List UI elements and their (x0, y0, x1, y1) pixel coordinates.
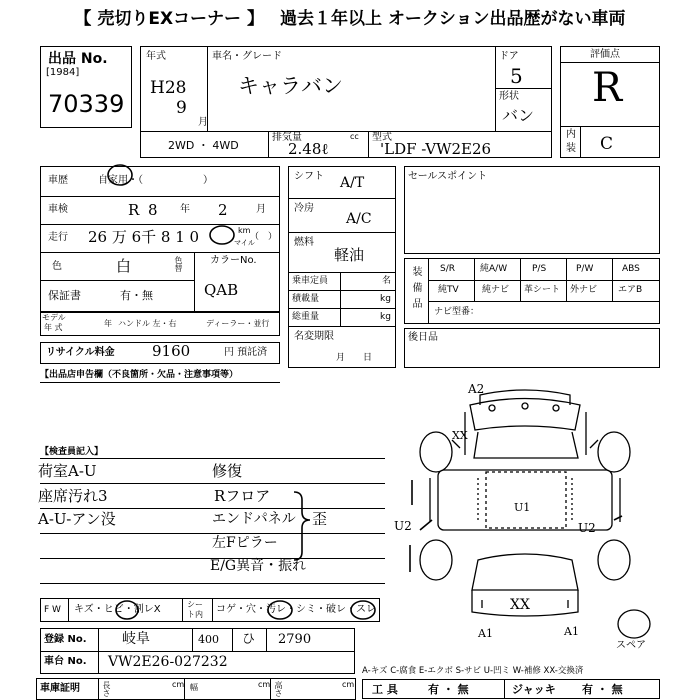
dealer-field: ディーラー・並行 (206, 319, 270, 328)
ac-label: 冷房 (294, 203, 314, 214)
regchange-unit: 月日 (336, 353, 391, 363)
mark-xx-top: XX (452, 429, 468, 442)
mileage-unit-km: km (238, 226, 251, 235)
windshield (474, 432, 578, 458)
mark-right-pointer (614, 516, 622, 520)
cert-width-label: 幅 (190, 683, 198, 692)
doors-label: ドア (499, 51, 519, 62)
chassis-label: 車台 No. (44, 656, 87, 667)
reg-label: 登録 No. (44, 634, 87, 645)
cert-height-label: 高さ (274, 681, 283, 697)
mark-u2-left: U2 (394, 519, 412, 533)
model-year-label-2: 年 式 (44, 323, 63, 332)
vehicle-name: キャラバン (238, 74, 343, 98)
mileage-value: 26 万 6千 8 1 0 (88, 228, 200, 246)
model-label: 型式 (372, 132, 392, 143)
equipment-aw: 純A/W (480, 264, 508, 274)
load-unit: kg (380, 294, 391, 304)
lot-label: 出品 No. (48, 51, 108, 67)
cert-length-label: 長さ (102, 681, 111, 697)
notes-bracket (294, 492, 310, 560)
bracket-note: 歪 (312, 510, 328, 528)
inspection-year-unit: 年 (180, 204, 190, 215)
wheel-front-right (598, 432, 630, 472)
banner-right: 過去１年以上 オークション出品歴がない車両 (279, 8, 626, 29)
history-value: 自家用・（ ） (98, 175, 213, 186)
navi-model-label: ナビ型番： (434, 307, 480, 317)
history-circle (108, 165, 132, 185)
year-label: 年式 (146, 51, 166, 62)
interior-value: C (600, 134, 614, 154)
seat-sure-circle (351, 601, 375, 619)
mirrors (452, 440, 598, 448)
inspector-note-2: 座席汚れ3 (38, 487, 108, 505)
seat-label-1: シー (187, 600, 203, 609)
color-no-label: カラーNo. (210, 255, 257, 266)
inspector-note-8: E/G異音・振れ (210, 558, 307, 574)
recycle-label: リサイクル料金 (46, 347, 115, 358)
year-month: 9 (176, 98, 187, 118)
equipment-ext-navi: 外ナビ (570, 285, 598, 295)
mark-a1-right: A1 (564, 625, 579, 638)
seat-items: コゲ・穴・汚レ・シミ・破レ・スレ (216, 604, 376, 615)
inspection-era: R (128, 201, 140, 219)
cert-length-cm: cm (172, 680, 185, 689)
banner-left: 【 売切りEXコーナー 】 (74, 8, 264, 29)
cert-height-cm: cm (342, 680, 355, 689)
fuel-label: 燃料 (294, 237, 314, 248)
equipment-abs: ABS (622, 264, 640, 274)
shift-label: シフト (294, 171, 324, 182)
mileage-label: 走行 (48, 232, 68, 243)
spare-label: スペア (616, 640, 646, 651)
fw-label: F W (44, 605, 61, 615)
mileage-circle (210, 226, 234, 244)
reg-number: 2790 (278, 632, 312, 647)
mileage-paren: （ ） (250, 232, 278, 242)
color-no-value: QAB (204, 281, 239, 299)
lot-number: 70339 (48, 90, 125, 118)
color-value: 白 (116, 257, 132, 275)
chassis-value: VW2E26-027232 (108, 654, 228, 670)
equipment-airbag: エアB (618, 285, 643, 295)
equipment-navi: 純ナビ (482, 285, 510, 295)
equipment-label: 装備品 (410, 266, 421, 314)
fuel-value: 軽油 (334, 246, 365, 264)
cert-label: 車庫証明 (40, 683, 80, 694)
seat-yogore-circle (268, 601, 292, 619)
wheel-front-left (420, 432, 452, 472)
model-year-label-1: モデル (42, 313, 66, 322)
wheel-rear-left (420, 540, 452, 580)
mark-u2-right: U2 (578, 521, 596, 535)
inspection-month-unit: 月 (256, 204, 266, 215)
displacement-label: 排気量 (272, 132, 302, 143)
equipment-ps: P/S (532, 264, 547, 274)
lot-prefix: [1984] (46, 67, 80, 78)
interior-lines (478, 478, 572, 522)
equipment-tv: 純TV (438, 285, 459, 295)
tools-value: 有 ・ 無 (428, 683, 469, 696)
rear-window (472, 554, 578, 590)
history-label: 車歴 (48, 175, 68, 186)
capacity-label: 乗車定員 (292, 276, 329, 286)
handle-mark (200, 260, 220, 278)
inspector-note-4: 修復 (212, 462, 243, 480)
damage-legend: A-キズ C-腐食 E-エクボ S-サビ U-凹ミ W-補修 XX-交換済 (362, 666, 584, 676)
grade-label: 評価点 (590, 49, 620, 60)
reg-place: 岐阜 (122, 631, 150, 647)
doors-value: 5 (510, 64, 523, 88)
fw-items: キズ・ヒビ・割レX (74, 604, 161, 615)
equipment-leather: 革シート (524, 285, 561, 295)
delivery-later-label: 後日品 (408, 332, 438, 343)
mark-u1: U1 (514, 501, 531, 514)
grade-value: R (592, 65, 623, 111)
model-year-unit: 年 (104, 319, 112, 328)
sales-point-label: セールスポイント (408, 171, 488, 182)
handle-field: ハンドル 左・右 (118, 319, 177, 328)
front-marker-center (522, 403, 528, 409)
mark-u2-pointer (420, 520, 432, 530)
body-value: バン (502, 106, 535, 125)
spare-tire (618, 610, 650, 638)
inspector-note-1: 荷室A-U (38, 462, 97, 480)
mark-xx-rear: XX (510, 597, 530, 613)
front-marker-right (553, 405, 559, 411)
load-label: 積載量 (292, 294, 320, 304)
mark-a1-left: A1 (478, 627, 493, 640)
tools-label: 工 具 (372, 683, 398, 696)
wheel-rear-right (598, 540, 630, 580)
year-month-unit: 月 (198, 117, 208, 128)
gross-label: 総重量 (292, 312, 320, 322)
reg-class: 400 (198, 633, 219, 646)
jack-label: ジャッキ (512, 683, 556, 696)
interior-label-2: 装 (566, 143, 576, 154)
front-view-sides (465, 412, 586, 455)
roof-panel (486, 472, 566, 528)
regchange-label: 名変期限 (294, 331, 334, 342)
inspection-month: 2 (218, 201, 228, 219)
reg-kana: ひ (242, 632, 256, 647)
cert-width-cm: cm (258, 680, 271, 689)
inspector-note-6: エンドパネル (212, 511, 296, 527)
inspector-note-5: Rフロア (214, 487, 271, 505)
displacement-value: 2.48ℓ (288, 140, 329, 158)
inspector-note-7: 左Fピラー (212, 535, 278, 551)
equipment-sr: S/R (440, 264, 455, 274)
body-label: 形状 (499, 91, 519, 102)
mileage-unit-mile: マイル (234, 239, 255, 247)
shift-value: A/T (340, 175, 365, 191)
inspection-label: 車検 (48, 204, 68, 215)
capacity-unit: 名 (382, 276, 392, 286)
warranty-value: 有・無 (120, 289, 153, 302)
color-change-label: 色替 (174, 256, 183, 272)
displacement-unit: cc (350, 132, 359, 141)
inspection-year: 8 (148, 201, 158, 219)
front-marker-left (489, 405, 495, 411)
model-value: 'LDF -VW2E26 (380, 140, 492, 158)
interior-label-1: 内 (566, 129, 576, 140)
inspector-header: 【検査員記入】 (40, 447, 104, 457)
warranty-label: 保証書 (48, 289, 81, 302)
gross-unit: kg (380, 312, 391, 322)
side-doors (430, 478, 620, 522)
drive-value: 2WD ・ 4WD (168, 139, 239, 152)
inspector-note-3: A-U-アン没 (38, 510, 116, 528)
color-label: 色 (52, 261, 62, 272)
year-era: H28 (150, 78, 187, 98)
ac-value: A/C (346, 211, 372, 227)
recycle-unit: 円 預託済 (224, 347, 268, 358)
seat-label-2: ト内 (187, 610, 203, 619)
fw-hibi-circle (116, 601, 138, 619)
mark-a2: A2 (468, 382, 485, 396)
recycle-value: 9160 (152, 342, 191, 360)
notes-header: 【出品店申告欄（不良箇所・欠品・注意事項等） (40, 370, 239, 380)
equipment-pw: P/W (576, 264, 594, 274)
jack-value: 有 ・ 無 (582, 683, 623, 696)
vehicle-name-label: 車名・グレード (212, 51, 282, 62)
